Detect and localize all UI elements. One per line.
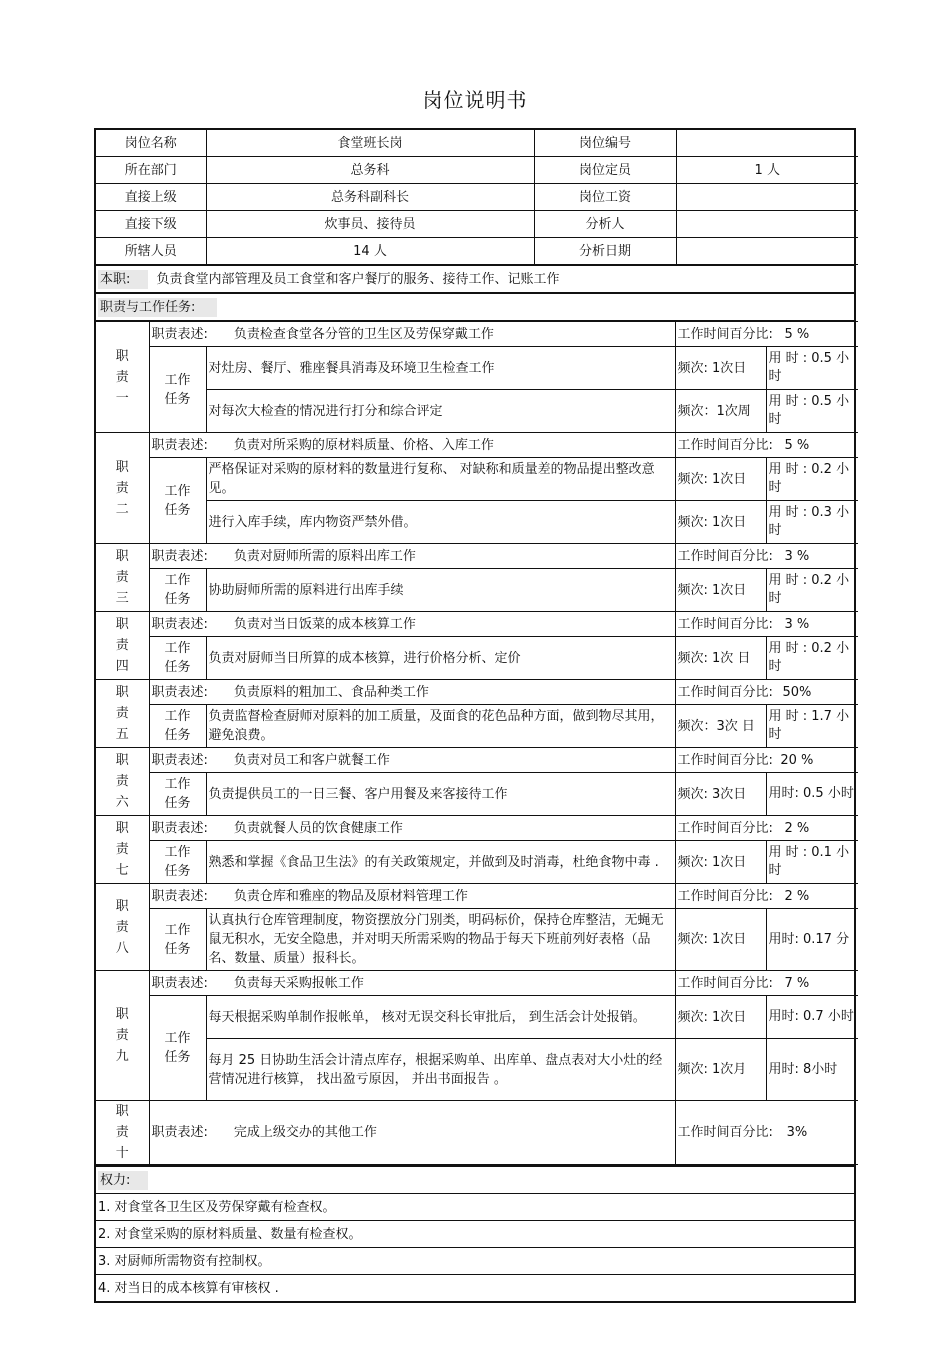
pct-label: 工作时间百分比: bbox=[677, 820, 773, 836]
task-label: 工作任务 bbox=[149, 569, 206, 612]
pct-label: 工作时间百分比: bbox=[677, 437, 773, 453]
duty-time-percent bbox=[675, 433, 858, 458]
duty-time-percent bbox=[675, 680, 858, 705]
duty-row bbox=[96, 612, 858, 637]
task-frequency: 频次: 1次月 bbox=[675, 1039, 766, 1101]
duty-name: 职 责 八 bbox=[96, 884, 149, 971]
pct-value: 3 % bbox=[784, 616, 810, 632]
duty-desc: 负责对厨师所需的原料出库工作 bbox=[233, 548, 416, 564]
pct-value: 3 % bbox=[784, 548, 810, 564]
task-label: 工作任务 bbox=[149, 773, 206, 816]
pct-label: 工作时间百分比: bbox=[677, 1125, 773, 1140]
duty-time-percent bbox=[675, 816, 858, 841]
task-text: 负责提供员工的一日三餐、客户用餐及来客接待工作 bbox=[206, 773, 675, 816]
duty-desc: 负责每天采购报帐工作 bbox=[233, 975, 364, 991]
task-text: 负责监督检查厨师对原料的加工质量，及面食的花色品种方面，做到物尽其用，避免浪费。 bbox=[206, 705, 675, 748]
task-label: 工作任务 bbox=[149, 347, 206, 433]
task-frequency: 频次: 1次日 bbox=[675, 347, 766, 390]
duty-desc: 负责检查食堂各分管的卫生区及劳保穿戴工作 bbox=[233, 326, 494, 342]
task-label: 工作任务 bbox=[149, 841, 206, 884]
task-frequency: 频次: 1次日 bbox=[675, 909, 766, 971]
task-time-used: 用时: 8小时 bbox=[766, 1039, 858, 1101]
pct-value: 7 % bbox=[784, 975, 810, 991]
duty-desc-label: 职责表述: bbox=[151, 1125, 208, 1140]
header-label: 岗位名称 bbox=[96, 130, 206, 157]
task-time-used: 用 时 : 0.2 小时 bbox=[766, 637, 858, 680]
duty-desc: 负责对所采购的原材料质量、价格、入库工作 bbox=[233, 437, 494, 453]
task-text: 负责对厨师当日所算的成本核算，进行价格分析、定价 bbox=[206, 637, 675, 680]
pct-value: 50% bbox=[782, 684, 812, 700]
header-row bbox=[96, 157, 858, 184]
rights-item bbox=[96, 1275, 854, 1303]
pct-value: 20 % bbox=[780, 752, 814, 768]
task-text: 熟悉和掌握《食品卫生法》的有关政策规定，并做到及时消毒，杜绝食物中毒 . bbox=[206, 841, 675, 884]
duty-time-percent bbox=[675, 612, 858, 637]
task-time-used: 用 时 : 0.1 小时 bbox=[766, 841, 858, 884]
duty-name: 职 责 七 bbox=[96, 816, 149, 884]
task-frequency: 频次：3次 日 bbox=[675, 705, 766, 748]
duties-heading: 职责与工作任务: bbox=[98, 298, 217, 317]
duty-desc: 负责就餐人员的饮食健康工作 bbox=[233, 820, 403, 836]
task-row bbox=[96, 705, 858, 748]
rights-table bbox=[96, 1165, 854, 1303]
task-frequency: 频次: 1次日 bbox=[675, 569, 766, 612]
duty-desc-label: 职责表述: bbox=[151, 326, 208, 342]
rights-item-text: 3. 对厨师所需物资有控制权。 bbox=[96, 1248, 854, 1275]
duty-desc-label: 职责表述: bbox=[151, 548, 208, 564]
duty-desc: 负责对员工和客户就餐工作 bbox=[233, 752, 390, 768]
task-time-used: 用 时 : 0.2 小时 bbox=[766, 458, 858, 501]
duty-row bbox=[96, 433, 858, 458]
task-time-used: 用 时 : 0.2 小时 bbox=[766, 569, 858, 612]
header-row bbox=[96, 130, 858, 157]
duty-row bbox=[96, 816, 858, 841]
duty-name: 职 责 三 bbox=[96, 544, 149, 612]
duty-description bbox=[149, 748, 675, 773]
task-text: 每天根据采购单制作报帐单， 核对无误交科长审批后， 到生活会计处报销。 bbox=[206, 996, 675, 1039]
task-time-used: 用时: 0.17 分 bbox=[766, 909, 858, 971]
header-value bbox=[676, 130, 858, 157]
header-label: 直接下级 bbox=[96, 211, 206, 238]
task-text: 每月 25 日协助生活会计清点库存，根据采购单、出库单、盘点表对大小灶的经营情况进行核算， 找出盈亏原因， 并出书面报告 。 bbox=[206, 1039, 675, 1101]
task-frequency: 频次: 1次日 bbox=[675, 841, 766, 884]
task-row bbox=[96, 347, 858, 390]
pct-value: 2 % bbox=[784, 820, 810, 836]
task-frequency: 频次: 1次 日 bbox=[675, 637, 766, 680]
header-row bbox=[96, 238, 858, 265]
rights-item bbox=[96, 1248, 854, 1275]
pct-label: 工作时间百分比: bbox=[677, 975, 773, 991]
header-label: 岗位工资 bbox=[534, 184, 676, 211]
task-frequency: 频次: 1次日 bbox=[675, 458, 766, 501]
task-label: 工作任务 bbox=[149, 637, 206, 680]
duty-description bbox=[149, 816, 675, 841]
header-label: 直接上级 bbox=[96, 184, 206, 211]
task-time-used: 用 时 : 0.5 小时 bbox=[766, 347, 858, 390]
duty-name: 职 责 二 bbox=[96, 433, 149, 544]
pct-value: 5 % bbox=[784, 437, 810, 453]
header-label: 所辖人员 bbox=[96, 238, 206, 265]
header-row bbox=[96, 211, 858, 238]
task-time-used: 用 时 : 0.3 小时 bbox=[766, 501, 858, 544]
task-time-used: 用 时 : 1.7 小时 bbox=[766, 705, 858, 748]
task-label: 工作任务 bbox=[149, 458, 206, 544]
duty-desc-label: 职责表述: bbox=[151, 437, 208, 453]
duty-name: 职 责 四 bbox=[96, 612, 149, 680]
duty-desc-label: 职责表述: bbox=[151, 752, 208, 768]
header-table bbox=[96, 130, 858, 265]
header-value: 14 人 bbox=[206, 238, 534, 265]
duty-name: 职 责 五 bbox=[96, 680, 149, 748]
duty-description bbox=[149, 612, 675, 637]
page-title: 岗位说明书 bbox=[422, 88, 528, 112]
header-value bbox=[676, 211, 858, 238]
duty-time-percent bbox=[675, 1101, 858, 1165]
duty-description bbox=[149, 1101, 675, 1165]
header-value: 食堂班长岗 bbox=[206, 130, 534, 157]
duty-row bbox=[96, 748, 858, 773]
header-label: 岗位编号 bbox=[534, 130, 676, 157]
duty-desc: 负责原料的粗加工、食品种类工作 bbox=[233, 684, 429, 700]
rights-item bbox=[96, 1221, 854, 1248]
pct-label: 工作时间百分比: bbox=[677, 326, 773, 342]
duties-table bbox=[96, 321, 858, 1165]
task-text: 严格保证对采购的原材料的数量进行复称、 对缺称和质量差的物品提出整改意见。 bbox=[206, 458, 675, 501]
duty-time-percent bbox=[675, 322, 858, 347]
duty-row bbox=[96, 680, 858, 705]
core-text: 负责食堂内部管理及员工食堂和客户餐厅的服务、接待工作、记账工作 bbox=[156, 271, 560, 287]
duty-row bbox=[96, 884, 858, 909]
task-text: 对灶房、餐厅、雅座餐具消毒及环境卫生检查工作 bbox=[206, 347, 675, 390]
duty-name: 职 责 九 bbox=[96, 971, 149, 1101]
task-row bbox=[96, 841, 858, 884]
header-label: 岗位定员 bbox=[534, 157, 676, 184]
pct-label: 工作时间百分比: bbox=[677, 684, 773, 700]
duty-desc: 完成上级交办的其他工作 bbox=[233, 1125, 377, 1140]
duty-description bbox=[149, 322, 675, 347]
duty-description bbox=[149, 884, 675, 909]
header-value: 总务科 bbox=[206, 157, 534, 184]
duty-description bbox=[149, 433, 675, 458]
task-label: 工作任务 bbox=[149, 909, 206, 971]
header-value bbox=[676, 238, 858, 265]
header-label: 分析人 bbox=[534, 211, 676, 238]
duty-time-percent bbox=[675, 544, 858, 569]
task-text: 协助厨师所需的原料进行出库手续 bbox=[206, 569, 675, 612]
header-value: 总务科副科长 bbox=[206, 184, 534, 211]
duty-name: 职 责 一 bbox=[96, 322, 149, 433]
task-row bbox=[96, 390, 858, 433]
pct-value: 5 % bbox=[784, 326, 810, 342]
duty-time-percent bbox=[675, 884, 858, 909]
task-time-used: 用时: 0.5 小时 bbox=[766, 773, 858, 816]
task-row bbox=[96, 1039, 858, 1101]
duty-row bbox=[96, 1101, 858, 1165]
task-time-used: 用时: 0.7 小时 bbox=[766, 996, 858, 1039]
task-row bbox=[96, 458, 858, 501]
pct-value: 3% bbox=[786, 1125, 808, 1140]
task-frequency: 频次: 3次日 bbox=[675, 773, 766, 816]
duty-description bbox=[149, 971, 675, 996]
duty-desc-label: 职责表述: bbox=[151, 616, 208, 632]
duty-row bbox=[96, 322, 858, 347]
rights-item bbox=[96, 1194, 854, 1221]
task-text: 进行入库手续，库内物资严禁外借。 bbox=[206, 501, 675, 544]
header-value: 炊事员、接待员 bbox=[206, 211, 534, 238]
duty-desc-label: 职责表述: bbox=[151, 975, 208, 991]
rights-item-text: 4. 对当日的成本核算有审核权 . bbox=[96, 1275, 854, 1303]
task-row bbox=[96, 909, 858, 971]
header-value: 1 人 bbox=[676, 157, 858, 184]
header-label: 分析日期 bbox=[534, 238, 676, 265]
pct-label: 工作时间百分比: bbox=[677, 888, 773, 904]
duty-desc: 负责对当日饭菜的成本核算工作 bbox=[233, 616, 416, 632]
task-label: 工作任务 bbox=[149, 705, 206, 748]
header-row bbox=[96, 184, 858, 211]
duty-desc-label: 职责表述: bbox=[151, 888, 208, 904]
duty-name: 职 责 十 bbox=[96, 1101, 149, 1165]
task-frequency: 频次: 1次日 bbox=[675, 996, 766, 1039]
pct-label: 工作时间百分比: bbox=[677, 616, 773, 632]
rights-item-text: 1. 对食堂各卫生区及劳保穿戴有检查权。 bbox=[96, 1194, 854, 1221]
duty-desc-label: 职责表述: bbox=[151, 820, 208, 836]
duty-row bbox=[96, 544, 858, 569]
job-description-sheet bbox=[94, 128, 856, 1303]
task-text: 认真执行仓库管理制度，物资摆放分门别类，明码标价，保持仓库整洁，无蝇无鼠无积水，无安全隐患，并对明天所需采购的物品于每天下班前列好表格（品名、数量、质量）报科长。 bbox=[206, 909, 675, 971]
duty-desc: 负责仓库和雅座的物品及原材料管理工作 bbox=[233, 888, 468, 904]
duty-desc-label: 职责表述: bbox=[151, 684, 208, 700]
task-frequency: 频次: 1次日 bbox=[675, 501, 766, 544]
task-row bbox=[96, 569, 858, 612]
duty-description bbox=[149, 680, 675, 705]
pct-label: 工作时间百分比: bbox=[677, 548, 773, 564]
pct-label: 工作时间百分比: bbox=[677, 752, 773, 768]
rights-item-text: 2. 对食堂采购的原材料质量、数量有检查权。 bbox=[96, 1221, 854, 1248]
task-row bbox=[96, 996, 858, 1039]
task-row bbox=[96, 637, 858, 680]
task-text: 对每次大检查的情况进行打分和综合评定 bbox=[206, 390, 675, 433]
duty-time-percent bbox=[675, 748, 858, 773]
core-label: 本职: bbox=[98, 270, 148, 289]
task-row bbox=[96, 773, 858, 816]
core-table bbox=[96, 265, 854, 321]
task-frequency: 频次：1次周 bbox=[675, 390, 766, 433]
duty-description bbox=[149, 544, 675, 569]
pct-value: 2 % bbox=[784, 888, 810, 904]
task-row bbox=[96, 501, 858, 544]
header-label: 所在部门 bbox=[96, 157, 206, 184]
duty-row bbox=[96, 971, 858, 996]
task-time-used: 用 时 : 0.5 小时 bbox=[766, 390, 858, 433]
header-value bbox=[676, 184, 858, 211]
duty-name: 职 责 六 bbox=[96, 748, 149, 816]
duty-time-percent bbox=[675, 971, 858, 996]
rights-label: 权力: bbox=[98, 1171, 148, 1190]
task-label: 工作任务 bbox=[149, 996, 206, 1101]
